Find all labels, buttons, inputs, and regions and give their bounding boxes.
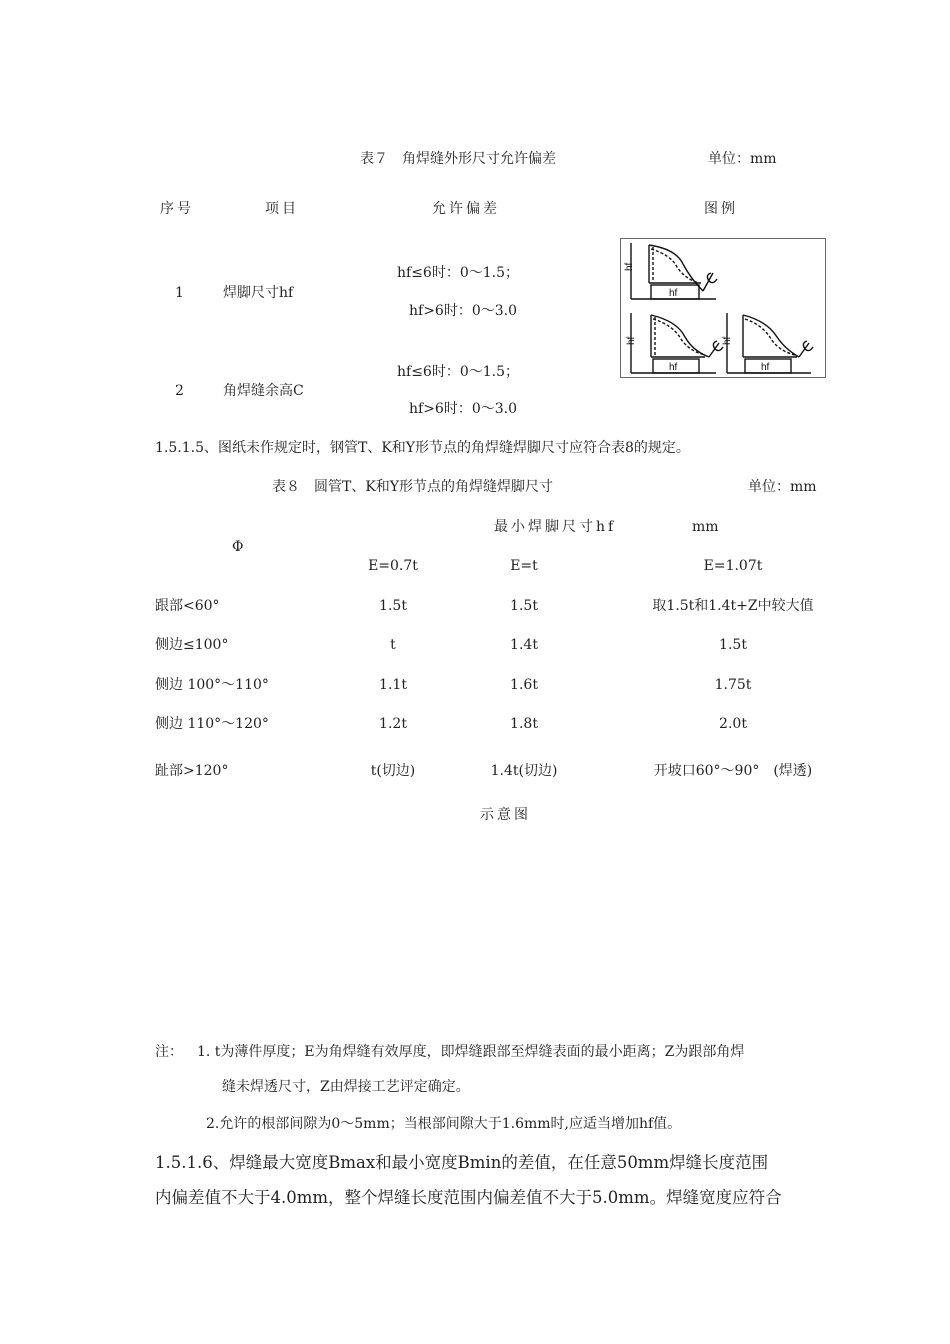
table7-row1-tol1: hf≤6时：0～1.5； — [397, 265, 520, 281]
para-1516-line2: 内偏差值不大于4.0mm，整个焊缝长度范围内偏差值不大于5.0mm。焊缝宽度应符合 — [155, 1188, 782, 1207]
table8-row3-v1: 1.1t — [379, 677, 407, 693]
table8-row3-v3: 1.75t — [714, 677, 752, 693]
hf-label-1: hf — [624, 262, 635, 271]
table8-row5-v1: t(切边) — [370, 763, 416, 779]
table8-unit: 单位：mm — [748, 479, 817, 495]
table8-row4-v2: 1.8t — [510, 716, 538, 732]
table8-col-1: E=0.7t — [368, 558, 418, 574]
hf-label-5: hf — [761, 362, 770, 373]
table8-row1-v3: 取1.5t和1.4t+Z中较大值 — [652, 598, 814, 614]
table8-row2-v1: t — [390, 637, 396, 653]
table7-header-item: 项目 — [265, 201, 299, 217]
table7-unit: 单位：mm — [708, 151, 777, 167]
table7-header-figure: 图例 — [704, 201, 738, 217]
table8-col-2: E=t — [510, 558, 538, 574]
table7-row2-tol2: hf>6时：0～3.0 — [409, 401, 518, 417]
table8-row1-v2: 1.5t — [510, 598, 538, 614]
table8-row2-label: 侧边≤100° — [155, 637, 229, 653]
table7-row2-no: 2 — [175, 383, 184, 399]
table8-row1-label: 跟部<60° — [155, 598, 220, 614]
table7-header-no: 序号 — [160, 201, 194, 217]
table8-row4-label: 侧边 110°～120° — [155, 716, 269, 732]
table8-row4-v1: 1.2t — [379, 716, 407, 732]
diagram-label: 示意图 — [480, 807, 531, 823]
para-1516-line1: 1.5.1.6、焊缝最大宽度Bmax和最小宽度Bmin的差值，在任意50mm焊缝长度范围 — [155, 1153, 769, 1172]
note-1-line1: 1. t为薄件厚度；E为角焊缝有效厚度，即焊缝跟部至焊缝表面的最小距离；Z为跟部角焊 — [197, 1044, 745, 1060]
table8-row2-v2: 1.4t — [510, 637, 538, 653]
table7-row1-tol2: hf>6时：0～3.0 — [409, 303, 518, 319]
fillet-weld-sketch — [621, 239, 825, 377]
table7-row1-no: 1 — [175, 285, 184, 301]
table8-row1-v1: 1.5t — [379, 598, 407, 614]
table8-row2-v3: 1.5t — [719, 637, 747, 653]
table8-col-3: E=1.07t — [703, 558, 763, 574]
hf-label-3: hf — [626, 336, 637, 345]
table7-row1-item: 焊脚尺寸hf — [223, 285, 294, 301]
note-1-line2: 缝未焊透尺寸，Z由焊接工艺评定确定。 — [222, 1079, 470, 1095]
table7-row2-item: 角焊缝余高C — [223, 383, 304, 399]
table8-row3-v2: 1.6t — [510, 677, 538, 693]
table8-row3-label: 侧边 100°～110° — [155, 677, 269, 693]
table8-header-main: 最小焊脚尺寸hf — [494, 519, 617, 535]
table8-caption: 表８ 圆管T、K和Y形节点的角焊缝焊脚尺寸 — [272, 479, 554, 495]
note-2: 2.允许的根部间隙为0～5mm；当根部间隙大于1.6mm时,应适当增加hf值。 — [206, 1116, 682, 1132]
notes-prefix: 注： — [155, 1044, 183, 1060]
hf-label-6: hf — [722, 336, 733, 345]
table8-row5-v3: 开坡口60°～90° (焊透) — [653, 763, 813, 779]
table8-row5-v2: 1.4t(切边) — [490, 763, 558, 779]
table8-header-unit: mm — [692, 519, 719, 535]
table7-row2-tol1: hf≤6时：0～1.5； — [397, 364, 520, 380]
table8-phi: Φ — [232, 539, 244, 555]
table8-row5-label: 趾部>120° — [155, 763, 229, 779]
para-1515: 1.5.1.5、图纸未作规定时，钢管T、K和Y形节点的角焊缝焊脚尺寸应符合表8的规定。 — [155, 440, 690, 456]
table7-header-tolerance: 允许偏差 — [432, 201, 500, 217]
table7-caption: 表７ 角焊缝外形尺寸允许偏差 — [360, 151, 556, 167]
table8-row4-v3: 2.0t — [719, 716, 747, 732]
hf-label-2: hf — [669, 288, 678, 299]
fillet-weld-figure — [620, 238, 826, 378]
hf-label-4: hf — [669, 362, 678, 373]
